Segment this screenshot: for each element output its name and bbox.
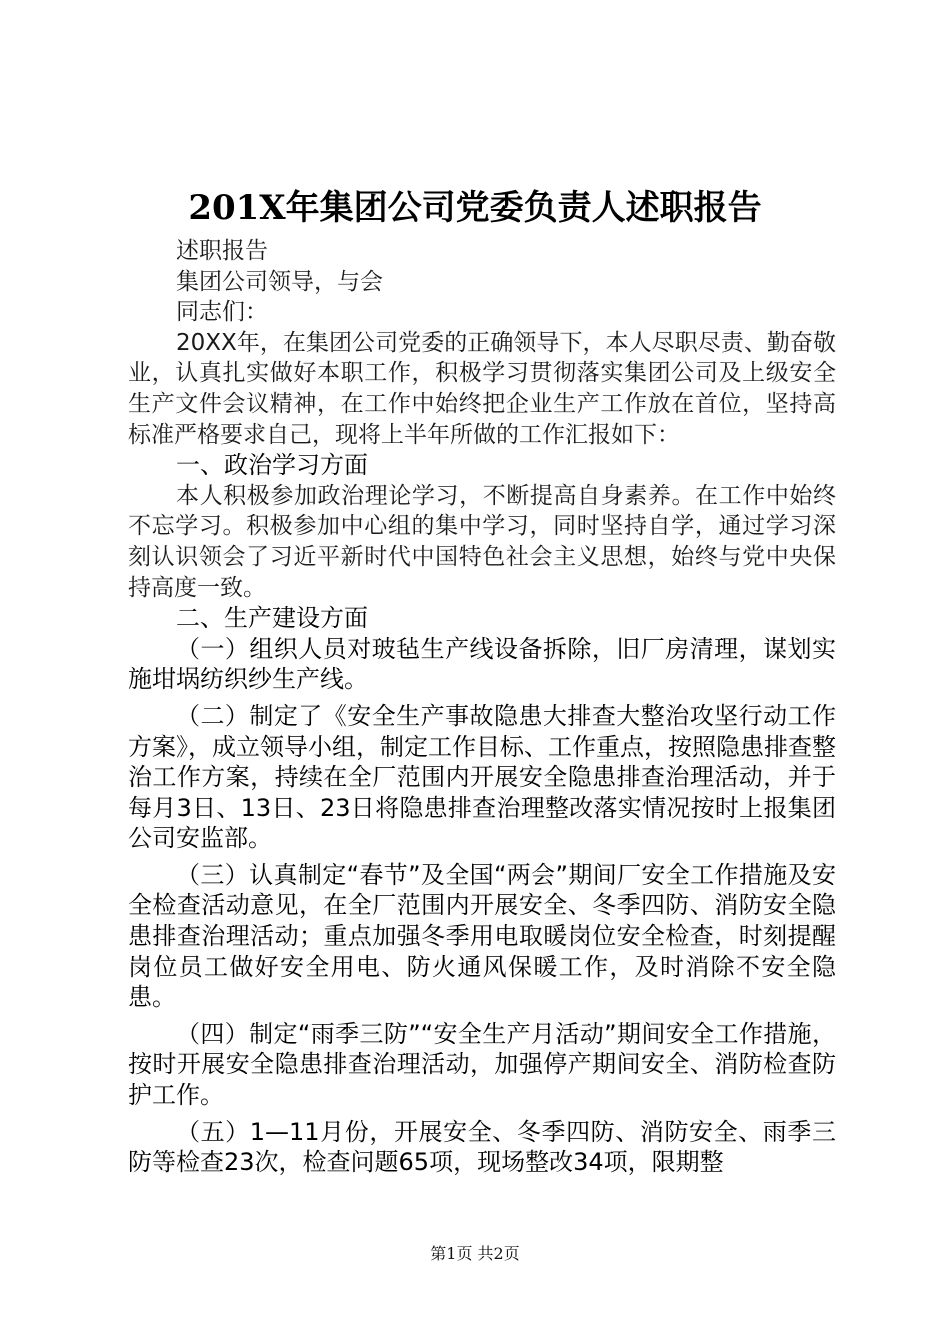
paragraph-item-2: （二）制定了《安全生产事故隐患大排查大整治攻坚行动工作方案》，成立领导小组，制定工作目标、工作重点，按照隐患排查整治工作方案，持续在全厂范围内开展安全隐患排查治理活动，并于每月3日、13日、23日将隐患排查治理整改落实情况按时上报集团公司安监部。 xyxy=(128,701,836,853)
paragraph-salutation: 集团公司领导，与会 xyxy=(176,268,383,295)
paragraph-intro: 20XX年，在集团公司党委的正确领导下，本人尽职尽责、勤奋敬业，认真扎实做好本职工作，积极学习贯彻落实集团公司及上级安全生产文件会议精神，在工作中始终把企业生产工作放在首位，坚持高标准严格要求自己，现将上半年所做的工作汇报如下： xyxy=(128,329,836,448)
section-heading-political: 一、政治学习方面 xyxy=(176,451,368,480)
document-body xyxy=(128,236,836,1178)
page-footer: 第1页 共2页 xyxy=(430,1244,520,1263)
paragraph-political: 本人积极参加政治理论学习，不断提高自身素养。在工作中始终不忘学习。积极参加中心组的集中学习，同时坚持自学，通过学习深刻认识领会了习近平新时代中国特色社会主义思想，始终与党中央保持高度一致。 xyxy=(128,482,836,601)
paragraph-item-1: （一）组织人员对玻毡生产线设备拆除，旧厂房清理，谋划实施坩埚纺织纱生产线。 xyxy=(128,634,836,694)
paragraph-heading-label: 述职报告 xyxy=(176,238,268,264)
paragraph-salutation-cont: 同志们： xyxy=(176,299,268,326)
paragraph-item-3: （三）认真制定“春节”及全国“两会”期间厂安全工作措施及安全检查活动意见，在全厂范围内开展安全、冬季四防、消防安全隐患排查治理活动；重点加强冬季用电取暖岗位安全检查，时刻提醒岗位员工做好安全用电、防火通风保暖工作，及时消除不安全隐患。 xyxy=(128,860,836,1012)
document-title: 201X年集团公司党委负责人述职报告 xyxy=(188,188,762,228)
paragraph-item-5: （五）1—11月份，开展安全、冬季四防、消防安全、雨季三防等检查23次，检查问题65项，现场整改34项，限期整 xyxy=(128,1117,836,1177)
paragraph-item-4: （四）制定“雨季三防”“安全生产月活动”期间安全工作措施，按时开展安全隐患排查治理活动，加强停产期间安全、消防检查防护工作。 xyxy=(128,1019,836,1110)
section-heading-production: 二、生产建设方面 xyxy=(176,604,368,633)
